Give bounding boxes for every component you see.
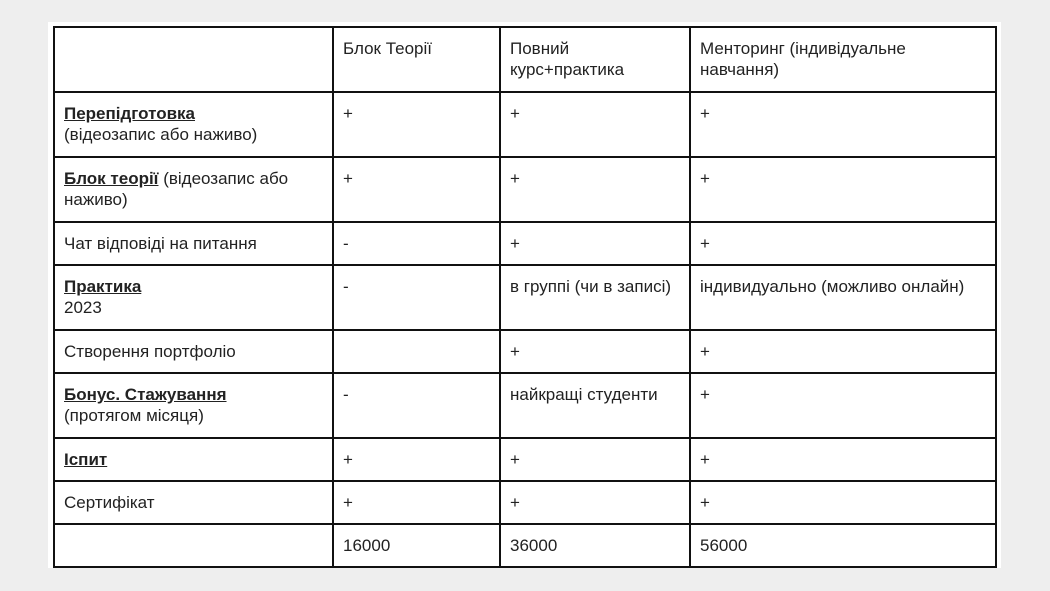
price-cell-full-course: 36000 [500, 524, 690, 567]
header-cell-theory: Блок Теорії [333, 27, 500, 92]
table-cell: + [690, 438, 996, 481]
table-cell: + [690, 373, 996, 438]
table-cell: + [690, 92, 996, 157]
row-sublabel: (відеозапис або наживо) [64, 169, 289, 209]
table-cell: + [333, 438, 500, 481]
row-label-cell: Чат відповіді на питання [54, 222, 333, 265]
table-row [54, 330, 996, 373]
table-cell: + [500, 481, 690, 524]
table-cell: + [500, 222, 690, 265]
table-cell: - [333, 373, 500, 438]
row-label-cell: Сертифікат [54, 481, 333, 524]
table-cell: - [333, 265, 500, 330]
table-row [54, 265, 996, 330]
table-cell: найкращі студенти [500, 373, 690, 438]
table-cell: + [690, 330, 996, 373]
table-row [54, 438, 996, 481]
row-label-cell [54, 92, 333, 157]
table-cell [333, 330, 500, 373]
table-row [54, 92, 996, 157]
table-cell: в группі (чи в записі) [500, 265, 690, 330]
price-cell-mentoring: 56000 [690, 524, 996, 567]
table-cell: + [333, 481, 500, 524]
row-label-cell [54, 265, 333, 330]
document-page [48, 22, 1001, 568]
row-label-cell [54, 373, 333, 438]
row-label: Іспит [64, 450, 108, 469]
table-cell: + [500, 157, 690, 222]
row-label: Перепідготовка [64, 104, 196, 123]
price-cell-theory: 16000 [333, 524, 500, 567]
table-cell: + [500, 438, 690, 481]
row-label: Бонус. Стажування [64, 385, 227, 404]
row-label-cell [54, 438, 333, 481]
table-cell: + [690, 481, 996, 524]
row-label: Практика [64, 277, 142, 296]
row-label-cell [54, 524, 333, 567]
price-row [54, 524, 996, 567]
table-cell: + [333, 157, 500, 222]
header-cell-mentoring: Менторинг (індивідуальне навчання) [690, 27, 996, 92]
table-row [54, 481, 996, 524]
header-row [54, 27, 996, 92]
table-row [54, 373, 996, 438]
table-cell: + [690, 222, 996, 265]
header-cell-full-course: Повний курс+практика [500, 27, 690, 92]
table-cell: + [333, 92, 500, 157]
table-cell: + [690, 157, 996, 222]
header-cell-empty [54, 27, 333, 92]
table-cell: індивидуально (можливо онлайн) [690, 265, 996, 330]
comparison-table [53, 26, 997, 568]
table-cell: + [500, 92, 690, 157]
table-cell: + [500, 330, 690, 373]
table-row [54, 222, 996, 265]
row-sublabel: 2023 [64, 298, 102, 317]
row-sublabel: (відеозапис або наживо) [64, 125, 258, 144]
table-row [54, 157, 996, 222]
table-cell: - [333, 222, 500, 265]
row-label-cell [54, 157, 333, 222]
row-label-cell: Створення портфоліо [54, 330, 333, 373]
row-sublabel: (протягом місяця) [64, 406, 204, 425]
row-label: Блок теорії [64, 169, 159, 188]
